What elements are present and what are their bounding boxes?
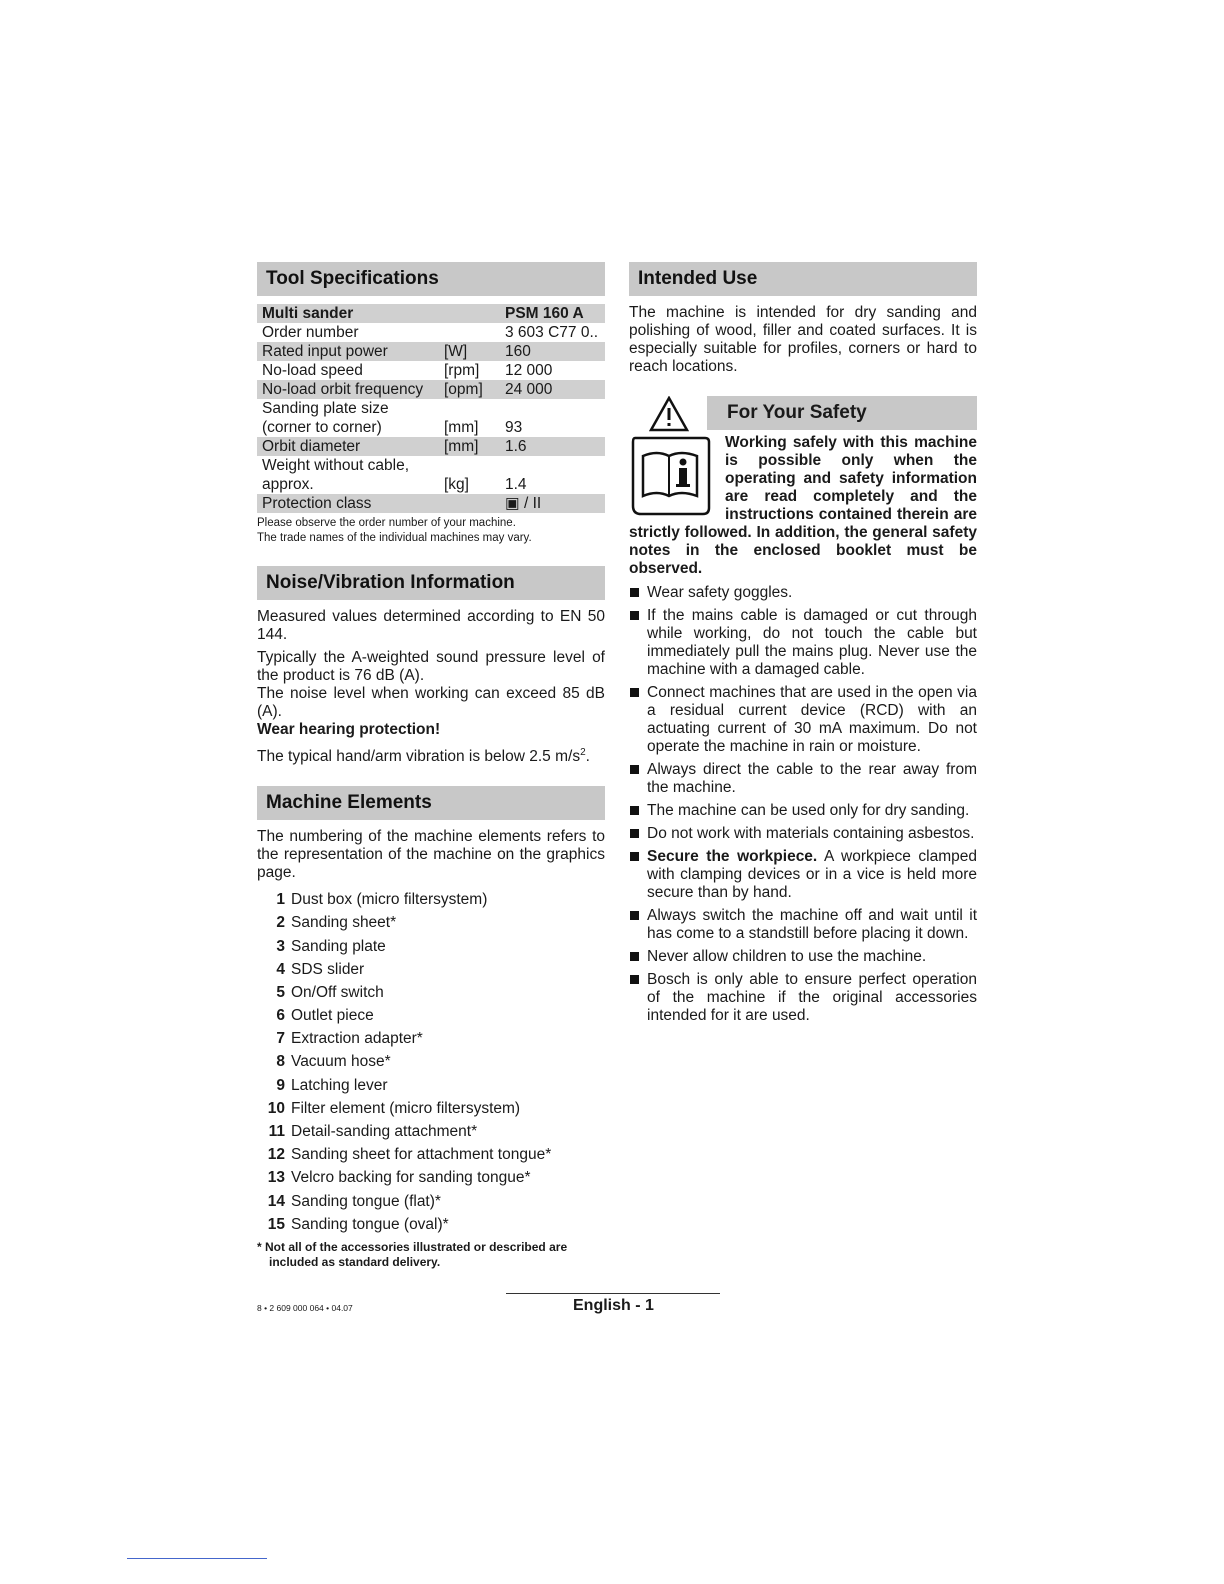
- element-label: Filter element (micro filtersystem): [291, 1099, 521, 1117]
- vibration-text: The typical hand/arm vibration is below 2.5 $m/s^2$.: [257, 747, 590, 766]
- spec-value: 12 000: [505, 362, 553, 379]
- safety-bullet-text: Bosch is only able to ensure perfect operation of the machine if the original accessories intended for it are used.: [647, 971, 977, 1024]
- element-item: [257, 1074, 605, 1097]
- element-number: 14: [267, 1192, 285, 1210]
- spec-value: 24 000: [500, 380, 605, 399]
- safety-bullet: [629, 825, 977, 843]
- spec-label: No-load speed: [262, 362, 363, 379]
- element-label: Velcro backing for sanding tongue*: [291, 1169, 531, 1187]
- element-number: 9: [276, 1076, 285, 1094]
- element-item: [257, 1213, 605, 1236]
- safety-bullet: [629, 802, 977, 820]
- spec-unit: [rpm]: [444, 362, 480, 379]
- spec-unit: [439, 399, 500, 418]
- spec-table: [257, 304, 605, 513]
- intended-use-heading: Intended Use: [629, 262, 977, 296]
- safety-bullet: [629, 584, 977, 602]
- spec-row: [257, 399, 605, 418]
- noise-heading: Noise/Vibration Information: [257, 566, 605, 600]
- spec-value: 3 603 C77 0..: [505, 324, 599, 341]
- spec-value: 93: [505, 419, 523, 436]
- element-item: [257, 1120, 605, 1143]
- spec-row: [257, 380, 605, 399]
- spec-row: [257, 494, 605, 513]
- safety-bullet-text: Do not work with materials containing asbestos.: [647, 825, 975, 842]
- safety-bullet: [629, 948, 977, 966]
- document-code: 8 • 2 609 000 064 • 04.07: [257, 1303, 353, 1313]
- element-label: Outlet piece: [291, 1007, 374, 1025]
- safety-bullet-text: Always switch the machine off and wait until it has come to a standstill before placing it down.: [647, 907, 977, 942]
- spec-row: [257, 361, 605, 380]
- safety-body: [629, 434, 977, 578]
- element-number: 13: [267, 1169, 285, 1187]
- spec-label: Order number: [262, 324, 359, 341]
- element-label: Sanding sheet*: [291, 914, 397, 932]
- safety-bullet-text: Always direct the cable to the rear away from the machine.: [647, 761, 977, 796]
- spec-unit: [W]: [439, 342, 500, 361]
- safety-bullet-text: Connect machines that are used in the open via a residual current device (RCD) with an actuating current of 30 mA maximum. Do not operate the machine in rain or moisture.: [647, 684, 977, 755]
- safety-heading: For Your Safety: [707, 396, 977, 430]
- element-item: [257, 911, 605, 934]
- spec-row: [257, 342, 605, 361]
- element-label: Dust box (micro filtersystem): [291, 891, 488, 909]
- spec-label: approx.: [262, 476, 314, 493]
- safety-intro: Working safely with this machine is possible only when the operating and safety information are read completely and the instructions contained therein are strictly followed. In addition, the general safety notes in the enclosed booklet must be observed.: [629, 434, 977, 577]
- order-number-note: Please observe the order number of your machine.: [257, 517, 516, 529]
- safety-bullets: [629, 584, 977, 1025]
- spec-unit: [439, 494, 500, 513]
- warning-triangle-icon: [649, 396, 689, 432]
- spec-label: Rated input power: [257, 342, 439, 361]
- element-number: 8: [276, 1053, 285, 1071]
- spec-unit: [439, 323, 500, 342]
- safety-bullet: [629, 907, 977, 943]
- element-number: 4: [276, 960, 285, 978]
- spec-row: [257, 418, 605, 437]
- element-number: 7: [276, 1030, 285, 1048]
- spec-unit: [kg]: [444, 476, 469, 493]
- spec-unit: [439, 456, 500, 475]
- element-number: 6: [276, 1007, 285, 1025]
- spec-row: [257, 323, 605, 342]
- spec-value: [500, 399, 605, 418]
- spec-row: [257, 475, 605, 494]
- spec-row: [257, 456, 605, 475]
- spec-row: [257, 437, 605, 456]
- spec-value: [500, 456, 605, 475]
- spec-label: (corner to corner): [262, 419, 382, 436]
- elements-list: [257, 888, 605, 1236]
- element-number: 11: [268, 1123, 285, 1141]
- spec-value: 1.6: [500, 437, 605, 456]
- element-item: [257, 935, 605, 958]
- safety-bullet-bold: Secure the workpiece.: [647, 848, 818, 865]
- right-column: [629, 262, 977, 1030]
- safety-bullet-text: Never allow children to use the machine.: [647, 948, 927, 965]
- element-item: [257, 1143, 605, 1166]
- element-item: [257, 1097, 605, 1120]
- spec-label: Orbit diameter: [257, 437, 439, 456]
- element-number: 10: [267, 1099, 285, 1117]
- element-item: [257, 1166, 605, 1189]
- safety-bullet: [629, 761, 977, 797]
- noise-measured: Measured values determined according to EN 50 144.: [257, 608, 605, 643]
- element-item: [257, 1190, 605, 1213]
- spec-value: PSM 160 A: [500, 304, 605, 323]
- machine-elements-heading: Machine Elements: [257, 786, 605, 820]
- accessories-footnote: * Not all of the accessories illustrated or described are included as standard delivery.: [257, 1239, 568, 1269]
- element-label: On/Off switch: [291, 983, 384, 1001]
- safety-bullet-text: The machine can be used only for dry sanding.: [647, 802, 970, 819]
- hearing-protection: Wear hearing protection!: [257, 721, 441, 738]
- element-number: 2: [276, 914, 285, 932]
- safety-bullet: [629, 607, 977, 679]
- element-item: [257, 981, 605, 1004]
- element-item: [257, 1027, 605, 1050]
- element-number: 5: [276, 983, 285, 1001]
- element-item: [257, 958, 605, 981]
- element-item: [257, 1004, 605, 1027]
- element-label: Latching lever: [291, 1076, 388, 1094]
- safety-header: [629, 396, 977, 430]
- spec-row: [257, 304, 605, 323]
- left-column: [257, 262, 605, 1270]
- safety-bullet-text: Wear safety goggles.: [647, 584, 793, 601]
- footer-divider: [506, 1293, 720, 1294]
- element-number: 15: [267, 1215, 285, 1233]
- element-number: 3: [276, 937, 285, 955]
- spec-value: ▣ / II: [500, 494, 605, 513]
- element-label: Sanding tongue (oval)*: [291, 1215, 449, 1233]
- elements-intro: The numbering of the machine elements refers to the representation of the machine on the graphics page.: [257, 828, 605, 882]
- trade-names-note: The trade names of the individual machines may vary.: [257, 532, 532, 544]
- spec-unit: [439, 304, 500, 323]
- spec-label: Multi sander: [257, 304, 439, 323]
- element-item: [257, 1050, 605, 1073]
- intended-use-text: The machine is intended for dry sanding and polishing of wood, filler and coated surfaces. It is especially suitable for profiles, corners or hard to reach locations.: [629, 304, 977, 375]
- spec-unit: [opm]: [439, 380, 500, 399]
- read-manual-info-icon: [629, 434, 711, 520]
- page-number: English - 1: [573, 1297, 654, 1314]
- element-label: SDS slider: [291, 960, 365, 978]
- element-label: Sanding sheet for attachment tongue*: [291, 1146, 552, 1164]
- safety-bullet: [629, 848, 977, 902]
- safety-bullet-text: A workpiece clamped with clamping devices or in a vice is held more secure than by hand.: [647, 848, 977, 901]
- tool-specs-heading: Tool Specifications: [257, 262, 605, 296]
- noise-typical: Typically the A-weighted sound pressure level of the product is 76 dB (A).: [257, 649, 605, 684]
- element-label: Extraction adapter*: [291, 1030, 423, 1048]
- safety-bullet: [629, 684, 977, 756]
- element-item: [257, 888, 605, 911]
- element-label: Sanding tongue (flat)*: [291, 1192, 441, 1210]
- spec-unit: [mm]: [439, 437, 500, 456]
- spec-label: Weight without cable,: [262, 457, 410, 474]
- spec-label: Sanding plate size: [262, 400, 389, 417]
- spec-unit: [mm]: [444, 419, 479, 436]
- bottom-link-rule: [127, 1558, 267, 1559]
- element-label: Sanding plate: [291, 937, 386, 955]
- element-label: Detail-sanding attachment*: [291, 1123, 478, 1141]
- spec-label: Protection class: [257, 494, 439, 513]
- element-number: 1: [276, 891, 285, 909]
- safety-bullet-text: If the mains cable is damaged or cut through while working, do not touch the cable but immediately pull the mains plug. Never use the machine with a damaged cable.: [647, 607, 977, 678]
- noise-exceed: The noise level when working can exceed 85 dB (A).: [257, 685, 605, 720]
- spec-label: No-load orbit frequency: [257, 380, 439, 399]
- spec-value: 160: [500, 342, 605, 361]
- element-number: 12: [267, 1146, 285, 1164]
- spec-value: 1.4: [505, 476, 527, 493]
- safety-bullet: [629, 971, 977, 1025]
- element-label: Vacuum hose*: [291, 1053, 391, 1071]
